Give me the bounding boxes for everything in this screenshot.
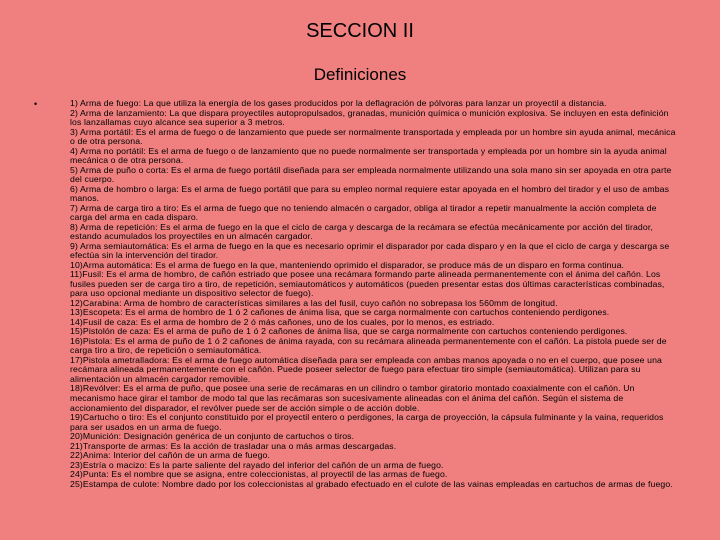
- definition-item: 7) Arma de carga tiro a tiro: Es el arma de fuego que no teniendo almacén o cargador, obliga al tirador a repetir manualmente la acción completa de carga del arma en cada disparo.: [70, 202, 657, 223]
- definition-item: 25)Estampa de culote: Nombre dado por los coleccionistas al grabado efectuado en el culote de las vainas empleadas en cartuchos de armas de fuego.: [70, 478, 673, 489]
- bullet-marker: •: [34, 99, 38, 109]
- definition-item: 14)Fusil de caza: Es el arma de hombro de 2 ó más cañones, uno de los cuales, por lo menos, es estriado.: [70, 316, 495, 327]
- definition-item: 22)Anima: Interior del cañón de un arma de fuego.: [70, 450, 271, 461]
- definition-item: 5) Arma de puño o corta: Es el arma de fuego portátil diseñada para ser empleada normalmente utilizando una sola mano sin ser apoyada en otra parte del cuerpo.: [70, 164, 672, 185]
- definitions-list: [70, 99, 680, 489]
- definition-item: 10)Arma automática: Es el arma de fuego en la que, manteniendo oprimido el disparador, se produce más de un disparo en forma continua.: [70, 259, 625, 270]
- slide-subtitle: Definiciones: [313, 65, 407, 84]
- definition-item: 24)Punta: Es el nombre que se asigna, entre coleccionistas, al proyectil de las armas de fuego.: [70, 469, 448, 480]
- definition-item: 20)Munición: Designación genérica de un conjunto de cartuchos o tiros.: [70, 431, 355, 442]
- definition-item: 23)Estría o macizo: Es la parte saliente del rayado del inferior del cañón de un arma de fuego.: [70, 459, 444, 470]
- definition-item: 21)Transporte de armas: Es la acción de trasladar una o más armas descargadas.: [70, 440, 397, 451]
- definition-item: 15)Pistolón de caza: Es el arma de puño de 1 ó 2 cañones de ánima lisa, que se carga normalmente con cartuchos conteniendo perdigones.: [70, 326, 628, 337]
- definition-item: 9) Arma semiautomática: Es el arma de fuego en la que es necesario oprimir el disparador por cada disparo y en la que el ciclo de carga y descarga se efectúa sin la intervención del tirador.: [70, 240, 670, 261]
- definition-item: 19)Cartucho o tiro: Es el conjunto constituido por el proyectil entero o perdigones, la carga de proyección, la cápsula fulminante y la vaina, requeridos para ser usados en un arma de fuego.: [70, 412, 664, 432]
- definition-item: 18)Revólver: Es el arma de puño, que posee una serie de recámaras en un cilindro o tambor giratorio montado coaxialmente con el cañón. Un mecanismo hace girar el tambor de modo tal que las recámaras son sucesivamente alineadas con el ánima del cañón. Según el sistema de accionamiento del disparador, el revólver puede ser de acción simple o de acción doble.: [70, 383, 635, 413]
- definition-item: 16)Pistola: Es el arma de puño de 1 ó 2 cañones de ánima rayada, con su recámara alineada permanentemente con el cañón. La pistola puede ser de carga tiro a tiro, de repetición o semiautomática.: [70, 335, 667, 356]
- definition-item: 11)Fusil: Es el arma de hombro, de cañón estriado que posee una recámara formando parte alineada permanentemente con el ánima del cañón. Los fusiles pueden ser de carga tiro a tiro, de repetición, semiautomáticos y automáticos (pueden presentar estas dos últimas características combinadas, para uso opcional mediante un dispositivo selector de fuego).: [70, 269, 665, 299]
- definition-item: 4) Arma no portátil: Es el arma de fuego o de lanzamiento que no puede normalmente ser transportada y empleada por un hombre sin la ayuda animal mecánica o de otra persona.: [70, 145, 667, 166]
- definition-item: 2) Arma de lanzamiento: La que dispara proyectiles autopropulsados, granadas, munición química o munición explosiva. Se incluyen en esta definición los lanzallamas cuyo alcance sea superior a 3 metros.: [70, 107, 669, 128]
- definition-item: 17)Pistola ametralladora: Es el arma de fuego automática diseñada para ser empleada con ambas manos apoyada o no en el cuerpo, que posee una recámara alineada permanentemente con el cañón. Puede poseer selector de fuego para efectuar tiro simple (semiautomática). Utilizan para su alimentación un almacén cargador removible.: [70, 354, 662, 384]
- definition-item: 1) Arma de fuego: La que utiliza la energía de los gases producidos por la deflagración de pólvoras para lanzar un proyectil a distancia.: [70, 98, 607, 108]
- slide-title: SECCION II: [306, 20, 414, 42]
- definition-item: 8) Arma de repetición: Es el arma de fuego en la que el ciclo de carga y descarga de la recámara se efectúa mecánicamente por acción del tirador, estando acumulados los proyectiles en un almacén cargador.: [70, 221, 653, 242]
- definition-item: 12)Carabina: Arma de hombro de características similares a las del fusil, cuyo cañón no sobrepasa los 560mm de longitud.: [70, 297, 558, 308]
- definition-item: 3) Arma portátil: Es el arma de fuego o de lanzamiento que puede ser normalmente transportada y empleada por un hombre sin ayuda animal, mecánica o de otra persona.: [70, 126, 676, 147]
- definition-item: 6) Arma de hombro o larga: Es el arma de fuego portátil que para su empleo normal requiere estar apoyada en el hombro del tirador y el uso de ambas manos.: [70, 183, 670, 204]
- definition-item: 13)Escopeta: Es el arma de hombro de 1 ó 2 cañones de ánima lisa, que se carga normalmente con cartuchos conteniendo perdigones.: [70, 307, 610, 318]
